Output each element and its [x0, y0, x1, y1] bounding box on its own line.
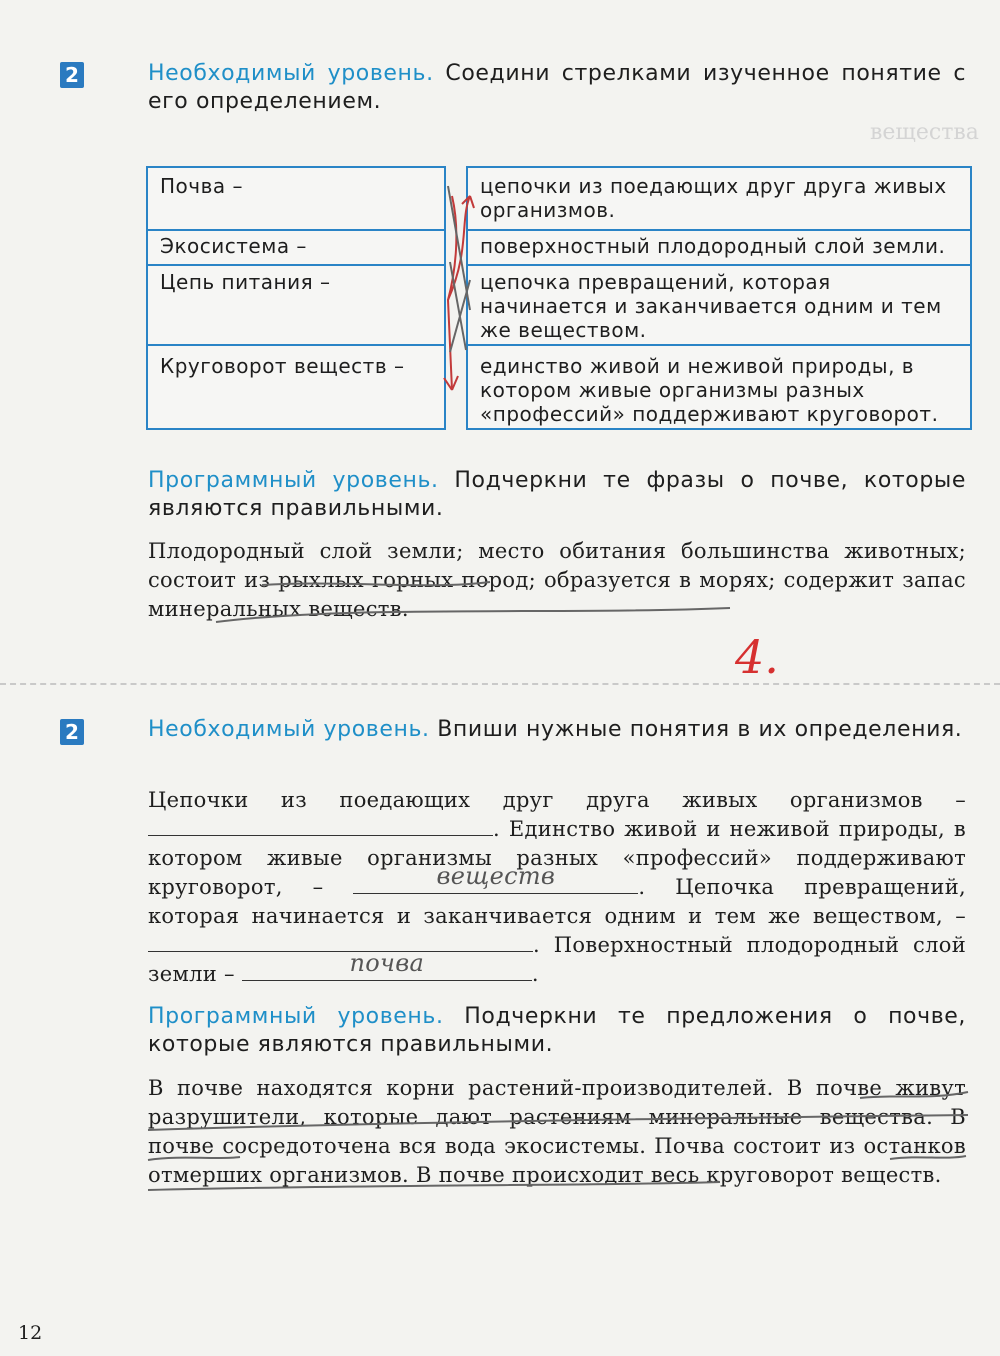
bleed-through: вещества: [870, 120, 979, 145]
task-badge: 2: [60, 62, 84, 88]
term-item[interactable]: Почва –: [160, 174, 243, 198]
handwritten-answer: веществ: [436, 862, 556, 890]
level-label: Программный уровень.: [148, 468, 439, 493]
divider: [148, 344, 444, 346]
task-instruction: Впиши нужные понятия в их определения.: [437, 717, 963, 742]
task2-text: Плодородный слой земли; место обитания большинства животных; состоит из рыхлых горных пород; образуется в морях; содержит запас минеральных веществ.: [148, 539, 966, 621]
red-arrow: [448, 196, 456, 390]
term-item[interactable]: Круговорот веществ –: [160, 354, 405, 378]
task4-heading: [148, 1003, 966, 1059]
teacher-grade: 4.: [735, 630, 779, 684]
task4-text: В почве находятся корни растений-производителей. В почве живут разрушители, которые дают растениям минеральные вещества. В почве сосредоточена вся вода экосистемы. Почва состоит из останков отмерших организмов. В почве происходит весь круговорот веществ.: [148, 1076, 966, 1187]
level-label: Программный уровень.: [148, 1004, 444, 1029]
sentence: . Поверхностный плодородный слой земли –: [148, 933, 966, 986]
page-number: 12: [18, 1322, 43, 1344]
answer-blank[interactable]: [242, 949, 532, 981]
task3-heading: [148, 716, 966, 744]
level-label: Необходимый уровень.: [148, 717, 430, 742]
divider: [468, 229, 970, 231]
task-instruction: Соедини стрелками изученное понятие с его определением.: [148, 61, 967, 114]
sentence: . Цепочка превращений, которая начинается и заканчивается одним и тем же веществом, –: [148, 875, 966, 928]
divider: [468, 344, 970, 346]
definition-item[interactable]: цепочки из поедающих друг друга живых организмов.: [480, 174, 947, 222]
task2-heading: [148, 467, 966, 523]
term-item[interactable]: Экосистема –: [160, 234, 307, 258]
definition-item[interactable]: цепочка превращений, которая начинается и заканчивается одним и тем же веществом.: [480, 270, 942, 342]
task-instruction: Подчеркни те предложения о почве, которые являются правильными.: [148, 1004, 967, 1057]
divider: [148, 229, 444, 231]
level-label: Необходимый уровень.: [148, 61, 434, 86]
definition-item[interactable]: поверхностный плодородный слой земли.: [480, 234, 946, 258]
red-arrow: [444, 376, 458, 390]
divider: [468, 264, 970, 266]
answer-blank[interactable]: [353, 862, 638, 894]
definition-item[interactable]: единство живой и неживой природы, в котором живые организмы разных «профессий» поддерживают круговорот.: [480, 354, 939, 426]
sentence: . Единство живой и неживой природы, в котором живые организмы разных «профессий» поддерживают круговорот, –: [148, 817, 966, 899]
task1-heading: [148, 60, 966, 116]
divider: [148, 264, 444, 266]
handwritten-answer: почва: [349, 949, 425, 977]
task3-text: [148, 786, 966, 989]
task-instruction: Подчеркни те фразы о почве, которые являются правильными.: [148, 468, 967, 521]
sentence: Цепочки из поедающих друг друга живых организмов –: [148, 788, 966, 812]
answer-blank[interactable]: [148, 815, 493, 836]
definitions-box: [466, 166, 972, 430]
task-badge: 2: [60, 719, 84, 745]
section-separator: [0, 683, 1000, 685]
terms-box: [146, 166, 446, 430]
sentence: .: [531, 962, 539, 986]
term-item[interactable]: Цепь питания –: [160, 270, 331, 294]
